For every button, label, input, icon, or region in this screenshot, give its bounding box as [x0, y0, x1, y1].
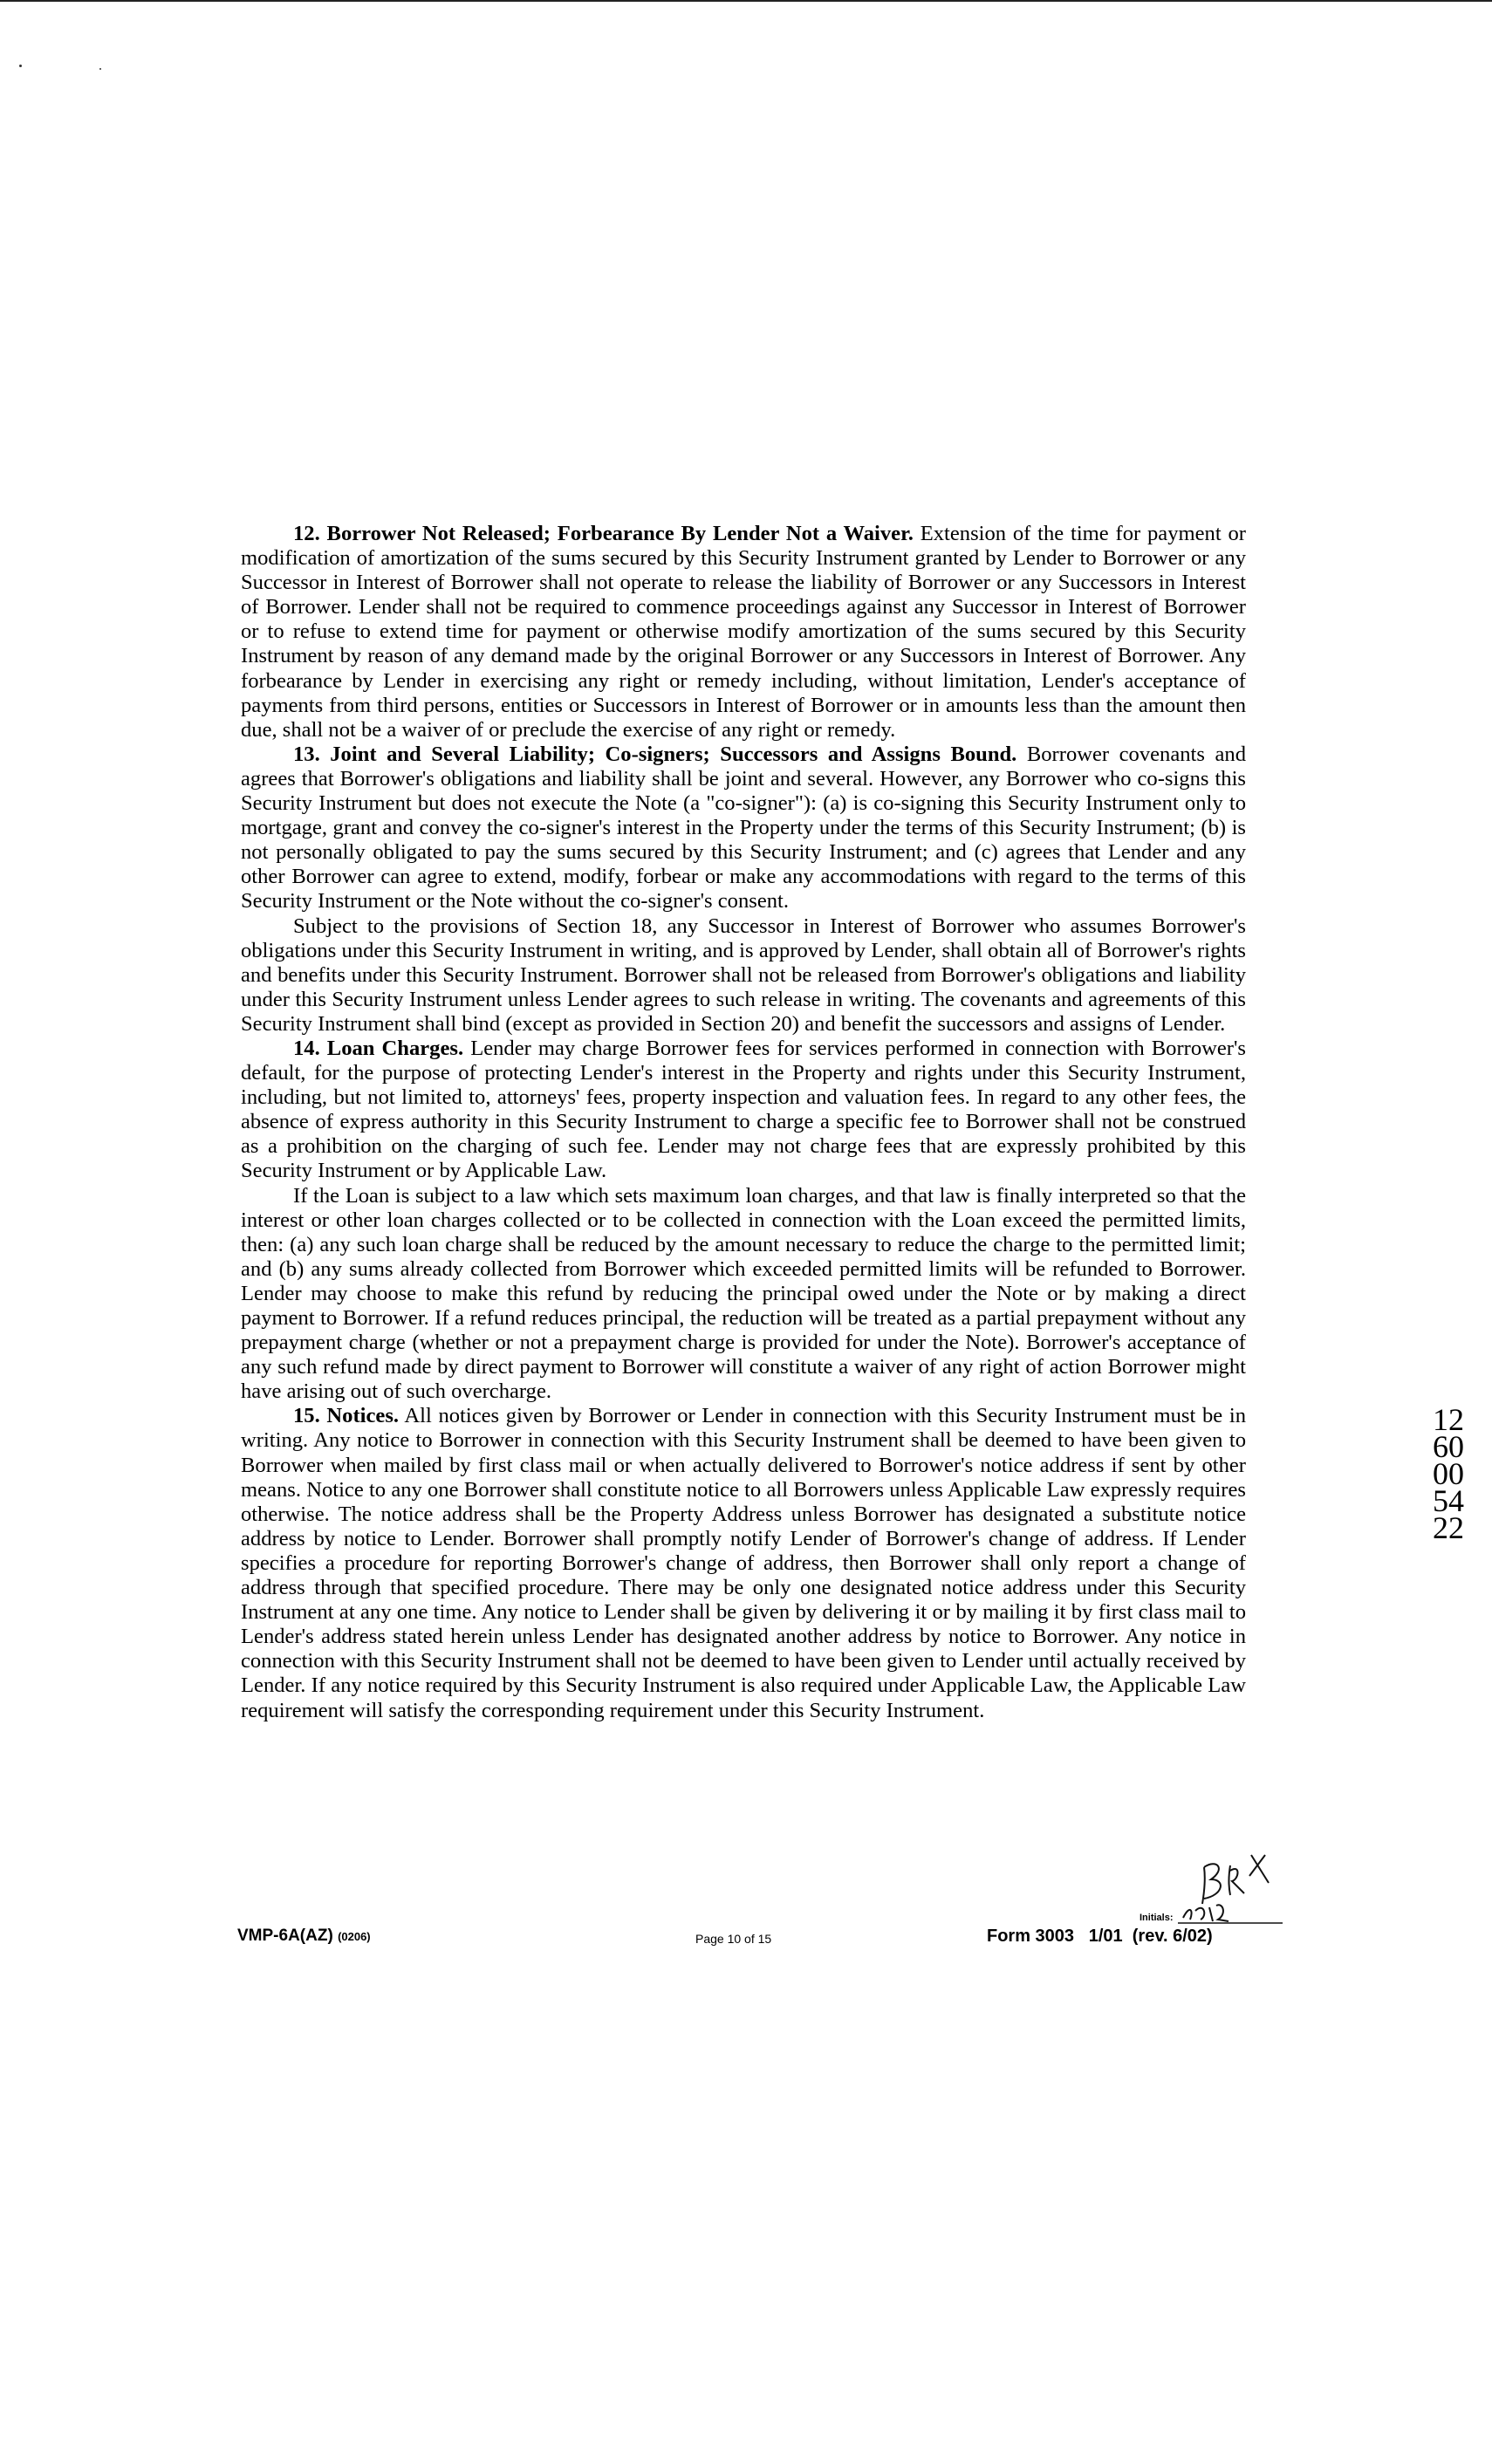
form-number: Form 3003 1/01 (rev. 6/02)	[987, 1927, 1213, 1946]
section-15-heading: 15. Notices.	[293, 1404, 400, 1428]
section-13-heading: 13. Joint and Several Liability; Co-signers; Successors and Assigns Bound.	[293, 742, 1017, 766]
form-code-main: VMP-6A(AZ)	[237, 1927, 333, 1945]
section-12-heading: 12. Borrower Not Released; Forbearance By Lender Not a Waiver.	[293, 522, 914, 545]
form-code	[237, 1927, 371, 1946]
document-body	[241, 522, 1246, 1723]
section-14-heading: 14. Loan Charges.	[293, 1036, 464, 1060]
initials-signature	[1178, 1850, 1300, 1928]
page-number: Page 10 of 15	[695, 1932, 772, 1946]
form-code-small: (0206)	[338, 1930, 371, 1943]
section-13	[241, 743, 1246, 914]
section-14	[241, 1037, 1246, 1184]
recording-number: 1260005422	[1433, 1402, 1464, 1545]
initials-label: Initials:	[1140, 1913, 1174, 1923]
scan-speck	[99, 68, 101, 70]
section-13-para2: Subject to the provisions of Section 18, any Successor in Interest of Borrower who assumes Borrower's obligations under this Security Instrument in writing, and is approved by Lender, shall obtain all of Borrower's rights and benefits under this Security Instrument. Borrower shall not be released from Borrower's obligations and liability under this Security Instrument unless Lender agrees to such release in writing. The covenants and agreements of this Security Instrument shall bind (except as provided in Section 20) and benefit the successors and assigns of Lender.	[241, 914, 1246, 1036]
section-12-text: Extension of the time for payment or modification of amortization of the sums secured by this Security Instrument granted by Lender to Borrower or any Successor in Interest of Borrower shall not operate to release the liability of Borrower or any Successors in Interest of Borrower. Lender shall not be required to commence proceedings against any Successor in Interest of Borrower or to refuse to extend time for payment or otherwise modify amortization of the sums secured by this Security Instrument by reason of any demand made by the original Borrower or any Successors in Interest of Borrower. Any forbearance by Lender in exercising any right or remedy including, without limitation, Lender's acceptance of payments from third persons, entities or Successors in Interest of Borrower or in amounts less than the amount then due, shall not be a waiver of or preclude the exercise of any right or remedy.	[241, 522, 1246, 742]
section-13-text: Borrower covenants and agrees that Borrower's obligations and liability shall be joint and several. However, any Borrower who co-signs this Security Instrument but does not execute the Note (a "co-signer"): (a) is co-signing this Security Instrument only to mortgage, grant and convey the co-signer's interest in the Property under the terms of this Security Instrument; (b) is not personally obligated to pay the sums secured by this Security Instrument; and (c) agrees that Lender and any other Borrower can agree to extend, modify, forbear or make any accommodations with regard to the terms of this Security Instrument or the Note without the co-signer's consent.	[241, 742, 1246, 914]
top-border	[0, 0, 1492, 2]
section-14-para2: If the Loan is subject to a law which sets maximum loan charges, and that law is finally interpreted so that the interest or other loan charges collected or to be collected in connection with the Loan exceed the permitted limits, then: (a) any such loan charge shall be reduced by the amount necessary to reduce the charge to the permitted limit; and (b) any sums already collected from Borrower which exceeded permitted limits will be refunded to Borrower. Lender may choose to make this refund by reducing the principal owed under the Note or by making a direct payment to Borrower. If a refund reduces principal, the reduction will be treated as a partial prepayment without any prepayment charge (whether or not a prepayment charge is provided for under the Note). Borrower's acceptance of any such refund made by direct payment to Borrower will constitute a waiver of any right of action Borrower might have arising out of such overcharge.	[241, 1183, 1246, 1404]
section-15	[241, 1404, 1246, 1722]
section-15-text: All notices given by Borrower or Lender in connection with this Security Instrument must be in writing. Any notice to Borrower in connection with this Security Instrument shall be deemed to have been given to Borrower when mailed by first class mail or when actually delivered to Borrower's notice address if sent by other means. Notice to any one Borrower shall constitute notice to all Borrowers unless Applicable Law expressly requires otherwise. The notice address shall be the Property Address unless Borrower has designated a substitute notice address by notice to Lender. Borrower shall promptly notify Lender of Borrower's change of address. If Lender specifies a procedure for reporting Borrower's change of address, then Borrower shall only report a change of address through that specified procedure. There may be only one designated notice address under this Security Instrument at any one time. Any notice to Lender shall be given by delivering it or by mailing it by first class mail to Lender's address stated herein unless Lender has designated another address by notice to Borrower. Any notice in connection with this Security Instrument shall not be deemed to have been given to Lender until actually received by Lender. If any notice required by this Security Instrument is also required under Applicable Law, the Applicable Law requirement will satisfy the corresponding requirement under this Security Instrument.	[241, 1404, 1246, 1722]
section-14-text: Lender may charge Borrower fees for services performed in connection with Borrower's default, for the purpose of protecting Lender's interest in the Property and rights under this Security Instrument, including, but not limited to, attorneys' fees, property inspection and valuation fees. In regard to any other fees, the absence of express authority in this Security Instrument to charge a specific fee to Borrower shall not be construed as a prohibition on the charging of such fee. Lender may not charge fees that are expressly prohibited by this Security Instrument or by Applicable Law.	[241, 1036, 1246, 1183]
section-12	[241, 522, 1246, 743]
scan-speck	[19, 65, 22, 67]
